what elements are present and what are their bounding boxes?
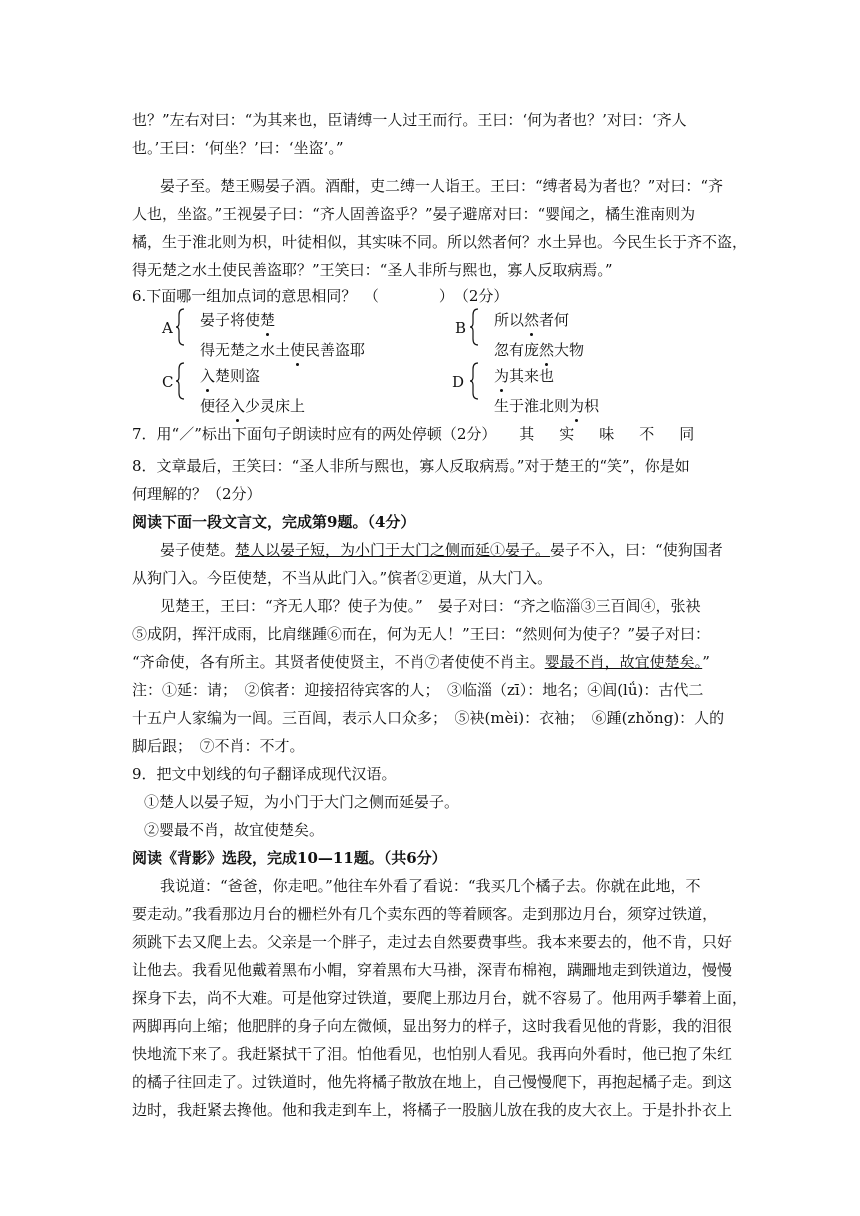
question-8-line: 8．文章最后，王笑曰：“圣人非所与熙也，寡人反取病焉。”对于楚王的“笑”，你是如: [132, 457, 690, 475]
option-label: D: [452, 373, 465, 391]
section-10-title: 阅读《背影》选段，完成10—11题。（共6分）: [132, 849, 447, 867]
passage-line: 也。’王曰：‘何坐？’曰：‘坐盗’。”: [132, 139, 344, 157]
passage-line: 晏子使楚。楚人以晏子短，为小门于大门之侧而延①晏子。晏子不入，曰：“使狗国者: [160, 541, 723, 559]
option-item: 忽有庞然大物: [494, 341, 585, 359]
brace-icon: [470, 362, 479, 400]
underlined-sentence: 楚人以晏子短，为小门于大门之侧而延①晏子。: [235, 541, 551, 559]
option-item: 所以然者何: [494, 311, 570, 329]
question-9-item: ①楚人以晏子短，为小门于大门之侧而延晏子。: [144, 793, 460, 811]
question-9-stem: 9．把文中划线的句子翻译成现代汉语。: [132, 765, 397, 783]
note-line: 十五户人家编为一闾。三百闾，表示人口众多； ⑤袂(mèi)：衣袖； ⑥踵(zhǒng)：人的: [132, 709, 725, 727]
brace-icon: [470, 308, 479, 346]
option-label: A: [162, 319, 173, 337]
brace-icon: [176, 362, 185, 400]
question-7-stem: 7．用“／”标出下面句子朗读时应有的两处停顿（2分）: [132, 425, 497, 443]
option-item: 得无楚之水土使民善盗耶: [200, 341, 366, 359]
passage-line: 我说道：“爸爸，你走吧。”他往车外看了看说：“我买几个橘子去。你就在此地，不: [160, 877, 701, 895]
passage-line: 快地流下来了。我赶紧拭干了泪。怕他看见，也怕别人看见。我再向外看时，他已抱了朱红: [132, 1045, 733, 1063]
underlined-sentence: 婴最不肖，故宜使楚矣。: [544, 653, 703, 671]
passage-line: 从狗门入。今臣使楚，不当从此门入。”傧者②更道，从大门入。: [132, 569, 553, 587]
brace-icon: [176, 308, 185, 346]
passage-line: ⑤成阴，挥汗成雨，比肩继踵⑥而在，何为无人！”王曰：“然则何为使子？”晏子对曰：: [132, 625, 711, 643]
passage-line: 见楚王，王曰：“齐无人耶？使子为使。” 晏子对曰：“齐之临淄③三百闾④，张袂: [160, 597, 701, 615]
note-line: 注：①延：请； ②傧者：迎接招待宾客的人； ③临淄（zī）：地名；④闾(lǘ)：古代二: [132, 681, 704, 699]
option-item: 便径入少灵床上: [200, 397, 306, 415]
passage-line: 探身下去，尚不大难。可是他穿过铁道，要爬上那边月台，就不容易了。他用两手攀着上面，: [132, 989, 748, 1007]
question-7: [132, 424, 719, 444]
passage-line: 也？”左右对曰：“为其来也，臣请缚一人过王而行。王曰：‘何为者也？’对曰：‘齐人: [132, 111, 687, 129]
option-item: 生于淮北则为枳: [494, 397, 600, 415]
passage-line: 边时，我赶紧去搀他。他和我走到车上，将橘子一股脑儿放在我的皮大衣上。于是扑扑衣上: [132, 1101, 733, 1119]
passage-line: 的橘子往回走了。过铁道时，他先将橘子散放在地上，自己慢慢爬下，再抱起橘子走。到这: [132, 1073, 733, 1091]
passage-line: 人也，坐盗。”王视晏子曰：“齐人固善盗乎？”晏子避席对曰：“婴闻之，橘生淮南则为: [132, 205, 696, 223]
passage-line: 要走动。”我看那边月台的栅栏外有几个卖东西的等着顾客。走到那边月台，须穿过铁道，: [132, 905, 718, 923]
option-label: C: [162, 373, 174, 391]
question-6-stem: 6.下面哪一组加点词的意思相同？ （ ） （2分）: [132, 287, 509, 305]
option-item: 入楚则盗: [200, 367, 261, 385]
passage-line: 橘，生于淮北则为枳，叶徒相似，其实味不同。所以然者何？水土异也。今民生长于齐不盗，: [132, 233, 748, 251]
passage-line: 让他去。我看见他戴着黑布小帽，穿着黑布大马褂，深青布棉袍，蹒跚地走到铁道边，慢慢: [132, 961, 733, 979]
option-item: 晏子将使楚: [200, 311, 276, 329]
passage-line: 晏子至。楚王赐晏子酒。酒酣，吏二缚一人诣王。王曰：“缚者曷为者也？”对曰：“齐: [160, 177, 724, 195]
passage-line: 须跳下去又爬上去。父亲是一个胖子，走过去自然要费事些。我本来要去的，他不肯，只好: [132, 933, 733, 951]
option-label: B: [455, 319, 467, 337]
option-item: 为其来也: [494, 367, 555, 385]
passage-line: 得无楚之水土使民善盗耶？”王笑曰：“圣人非所与熙也，寡人反取病焉。”: [132, 261, 613, 279]
note-line: 脚后跟； ⑦不肖：不才。: [132, 737, 305, 755]
section-9-title: 阅读下面一段文言文，完成第9题。（4分）: [132, 513, 416, 531]
question-8-line: 何理解的？（2分）: [132, 485, 262, 503]
question-7-sentence: 其实味不同: [519, 425, 720, 443]
passage-line: “齐命使，各有所主。其贤者使使贤主，不肖⑦者使使不肖主。婴最不肖，故宜使楚矣。”: [132, 653, 710, 671]
question-9-item: ②婴最不肖，故宜使楚矣。: [144, 821, 325, 839]
passage-line: 两脚再向上缩；他肥胖的身子向左微倾，显出努力的样子，这时我看见他的背影，我的泪很: [132, 1017, 733, 1035]
